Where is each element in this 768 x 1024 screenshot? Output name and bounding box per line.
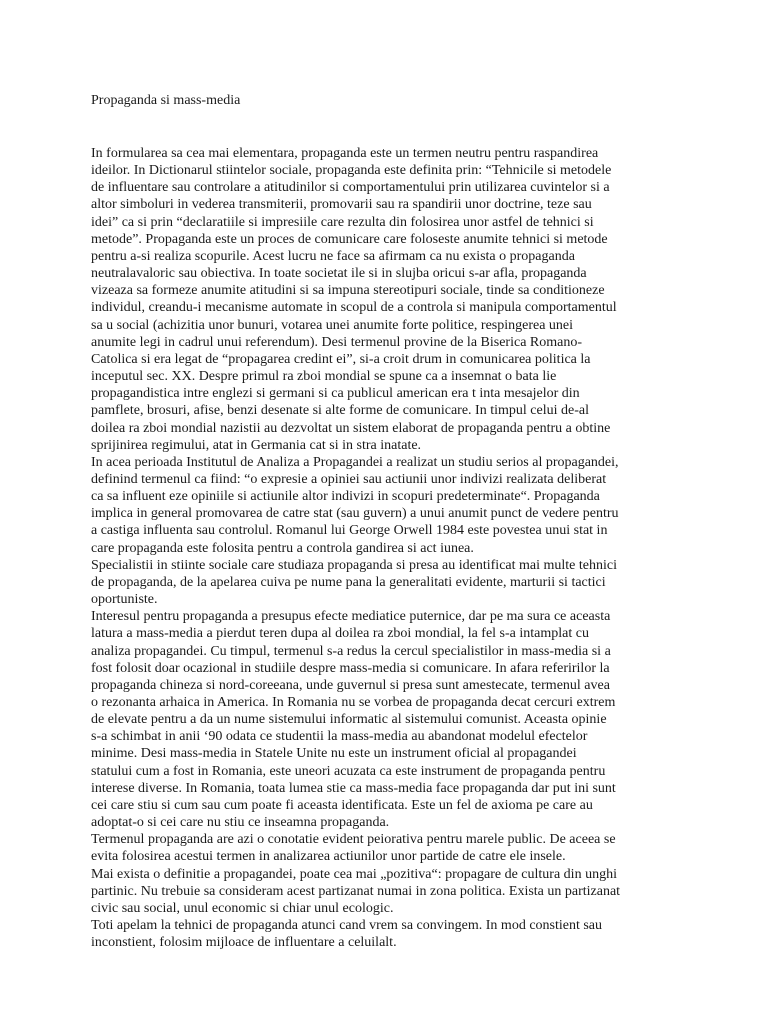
text-line: Toti apelam la tehnici de propaganda atunci cand vrem sa convingem. In mod constient sau <box>91 918 603 934</box>
text-line: Mai exista o definitie a propagandei, poate cea mai „pozitiva“: propagare de cultura din unghi <box>91 866 617 882</box>
text-line: neutralavaloric sau obiectiva. In toate societat ile si in slujba oricui s-ar afla, propaganda <box>91 266 587 282</box>
text-line: s-a schimbat in anii ‘90 odata ce studentii la mass-media au abandonat modelul efectelor <box>91 729 588 745</box>
text-line: individul, creandu-i mecanisme automate in scopul de a controla si manipula comportamentul <box>91 300 617 316</box>
text-line: implica in general promovarea de catre stat (sau guvern) a unui anumit punct de vedere pentru <box>91 506 619 522</box>
text-line: Specialistii in stiinte sociale care studiaza propaganda si presa au identificat mai multe tehnici <box>91 557 617 573</box>
text-line: o rezonanta arhaica in America. In Romania nu se vorbea de propaganda decat cercuri extrem <box>91 695 616 710</box>
text-line: cei care stiu si cum sau cum poate fi aceasta identificata. Este un fel de axioma pe care au <box>91 797 593 813</box>
text-line: partinic. Nu trebuie sa consideram acest partizanat numai in zona politica. Exista un partizanat <box>91 883 621 899</box>
body-paragraph <box>91 917 679 951</box>
text-line: definind termenul ca fiind: “o expresie a opiniei sau actiunii unor indivizi realizata deliberat <box>91 471 607 487</box>
text-line: sa u social (achizitia unor bunuri, votarea unei anumite forte politice, respingerea unei <box>91 317 574 333</box>
text-line: civic sau social, unul economic si chiar unul ecologic. <box>91 900 394 916</box>
text-line: care propaganda este folosita pentru a controla gandirea si act iunea. <box>91 540 474 556</box>
body-paragraph <box>91 866 679 917</box>
text-line: metode”. Propaganda este un proces de comunicare care foloseste anumite tehnici si metode <box>91 231 608 247</box>
body-paragraph <box>91 454 679 557</box>
text-line: altor simboluri in vederea transmiterii, promovarii sau ra spandirii unor doctrine, teze sau <box>91 197 592 213</box>
text-line: analiza propagandei. Cu timpul, termenul s-a redus la cercul specialistilor in mass-media si a <box>91 643 611 659</box>
text-line: ideilor. In Dictionarul stiintelor sociale, propaganda este definita prin: “Tehnicile si metodele <box>91 163 612 179</box>
document-body <box>91 145 679 951</box>
text-line: anumite legi in cadrul unui referendum). Desi termenul provine de la Biserica Romano- <box>91 334 583 350</box>
text-line: interese diverse. In Romania, toata lumea stie ca mass-media face propaganda dar put ini sunt <box>91 780 616 796</box>
text-line: de elevate pentru a da un nume sistemului informatic al sistemului comunist. Aceasta opinie <box>91 712 607 728</box>
text-line: adoptat-o si cei care nu stiu ce inseamna propaganda. <box>91 815 390 831</box>
text-line: inceputul sec. XX. Despre primul ra zboi mondial se spune ca a insemnat o bata lie <box>91 369 557 385</box>
body-paragraph <box>91 608 679 831</box>
text-line: Termenul propaganda are azi o conotatie evident peiorativa pentru marele public. De aceea se <box>91 832 616 848</box>
text-line: inconstient, folosim mijloace de influentare a celuilalt. <box>91 935 397 951</box>
text-line: a castiga influenta sau controlul. Romanul lui George Orwell 1984 este povestea unui stat in <box>91 523 608 539</box>
text-line: pentru a-si realiza scopurile. Acest lucru ne face sa afirmam ca nu exista o propaganda <box>91 248 575 264</box>
body-paragraph <box>91 145 679 454</box>
text-line: propagandistica intre englezi si germani si ca publicul american era t inta mesajelor din <box>91 386 580 402</box>
text-line: de influentare sau controlare a atitudinilor si comportamentului prin utilizarea cuvintelor si a <box>91 180 610 196</box>
document-title: Propaganda si mass-media <box>91 93 241 108</box>
text-line: oportuniste. <box>91 592 158 608</box>
text-line: idei” ca si prin “declaratiile si impresiile care rezulta din folosirea unor astfel de tehnici si <box>91 214 594 230</box>
text-line: In formularea sa cea mai elementara, propaganda este un termen neutru pentru raspandirea <box>91 146 599 161</box>
text-line: de propaganda, de la apelarea cuiva pe nume pana la generalitati evidente, marturii si tactici <box>91 574 606 590</box>
text-line: vizeaza sa formeze anumite atitudini si sa impuna stereotipuri sociale, tinde sa conditioneze <box>91 283 605 299</box>
body-paragraph <box>91 557 679 608</box>
text-line: propaganda chineza si nord-coreeana, unde guvernul si presa sunt amestecate, termenul avea <box>91 677 610 693</box>
text-line: doilea ra zboi mondial nazistii au dezvoltat un sistem elaborat de propaganda pentru a obtine <box>91 420 611 436</box>
text-line: ca sa influent eze opiniile si actiunile altor indivizi in scopuri predeterminate“. Propaganda <box>91 489 600 505</box>
text-line: In acea perioada Institutul de Analiza a Propagandei a realizat un studiu serios al propagandei, <box>91 454 619 470</box>
text-line: minime. Desi mass-media in Statele Unite nu este un instrument oficial al propagandei <box>91 746 577 762</box>
text-line: Catolica si era legat de “propagarea credint ei”, si-a croit drum in comunicarea politica la <box>91 351 591 367</box>
text-line: pamflete, brosuri, afise, benzi desenate si alte forme de comunicare. In timpul celui de-al <box>91 403 589 419</box>
text-line: fost folosit doar ocazional in studiile despre mass-media si comunicare. In afara referirilor la <box>91 660 610 676</box>
text-line: Interesul pentru propaganda a presupus efecte mediatice puternice, dar pe ma sura ce aceasta <box>91 609 611 625</box>
text-line: evita folosirea acestui termen in analizarea actiunilor unor partide de catre ele insele. <box>91 849 566 865</box>
text-line: sprijinirea regimului, atat in Germania cat si in stra inatate. <box>91 437 422 453</box>
body-paragraph <box>91 831 679 865</box>
text-line: statului cum a fost in Romania, este uneori acuzata ca este instrument de propaganda pentru <box>91 763 606 779</box>
text-line: latura a mass-media a pierdut teren dupa al doilea ra zboi mondial, la fel s-a intamplat cu <box>91 626 589 642</box>
